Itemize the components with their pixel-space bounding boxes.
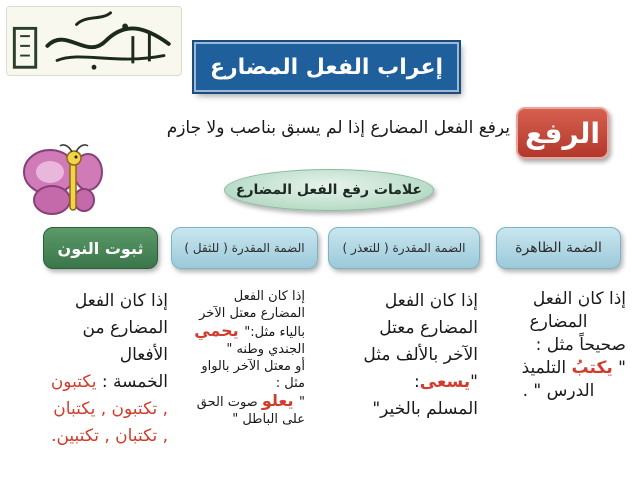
col-taadhur-line-3: الآخر بالألف مثل [363,345,478,365]
col-noon-line-3: الأفعال [119,345,168,365]
col-taadhur [338,288,478,423]
col-noon-line-1: إذا كان الفعل [74,291,168,311]
col-noon-line-6: , تكتبان , تكتبين. [51,426,168,446]
col-dhahira-line-4 [491,357,626,380]
quote-open: " [299,395,305,410]
col-dhahira-line-1: إذا كان الفعل [532,289,626,309]
col-dhahira-line-5: الدرس " . [522,381,595,401]
noon-pre: الخمسة : [96,372,168,392]
example-rest: صوت الحق [196,395,262,410]
col-thiql-line-1: إذا كان الفعل [233,289,305,304]
pill-thiql-label: الضمة المقدرة ( للثقل ) [184,241,305,255]
col-taadhur-line-4 [338,369,478,396]
calligraphy-icon [7,7,181,75]
pill-taadhur [328,227,480,269]
quote-open: " [618,358,626,378]
rule-sentence: يرفع الفعل المضارع إذا لم يسبق بناصب ولا جازم [166,118,510,138]
col-taadhur-line-1: إذا كان الفعل [384,291,478,311]
col-thiql-line-6: مثل : [275,376,305,391]
signs-oval [224,169,434,211]
col-noon-line-4 [3,369,168,396]
example-pre: بالياء مثل:" [244,325,305,340]
col-thiql-line-3 [160,322,305,341]
col-noon-line-2: المضارع من [82,318,168,338]
raf-badge [516,107,609,159]
butterfly-icon [18,142,108,222]
col-noon [3,288,168,450]
calligraphy-logo [6,6,182,76]
example-verb: يعلو [261,391,300,410]
col-thiql-line-7 [160,392,305,411]
example-verb: يكتبُ [571,358,613,378]
col-thiql-line-5: أو معتل الآخر بالواو [201,359,305,374]
pill-thiql [171,227,318,269]
col-dhahira-line-2: المضارع [529,312,588,332]
col-thiql-line-8: على الباطل " [232,412,305,427]
pill-dhahira [496,227,621,269]
pill-dhahira-label: الضمة الظاهرة [515,240,602,256]
signs-title: علامات رفع الفعل المضارع [235,182,423,198]
example-verb: يسعى [419,372,471,392]
title-banner [194,42,459,92]
example-rest: : [413,372,420,392]
col-thiql-line-4: الجندي وطنه " [226,342,305,357]
raf-badge-label: الرفع [525,116,600,150]
pill-taadhur-label: الضمة المقدرة ( للتعذر ) [342,241,466,255]
quote-open: " [470,372,478,392]
col-dhahira-line-3: صحيحاً مثل : [535,335,626,355]
col-noon-line-5: , تكتبون , يكتبان [53,399,168,419]
page-title: إعراب الفعل المضارع [209,54,444,80]
example-verb: يحمي [194,321,245,340]
col-taadhur-line-5: المسلم بالخير" [372,399,478,419]
example-verb: يكتبون [50,372,97,392]
col-dhahira [491,288,626,403]
col-thiql [160,288,305,428]
example-rest: التلميذ [521,358,572,378]
pill-noon [43,227,158,269]
col-thiql-line-2: المضارع معتل الآخر [199,306,305,321]
pill-noon-label: ثبوت النون [57,238,144,258]
col-taadhur-line-2: المضارع معتل [379,318,478,338]
